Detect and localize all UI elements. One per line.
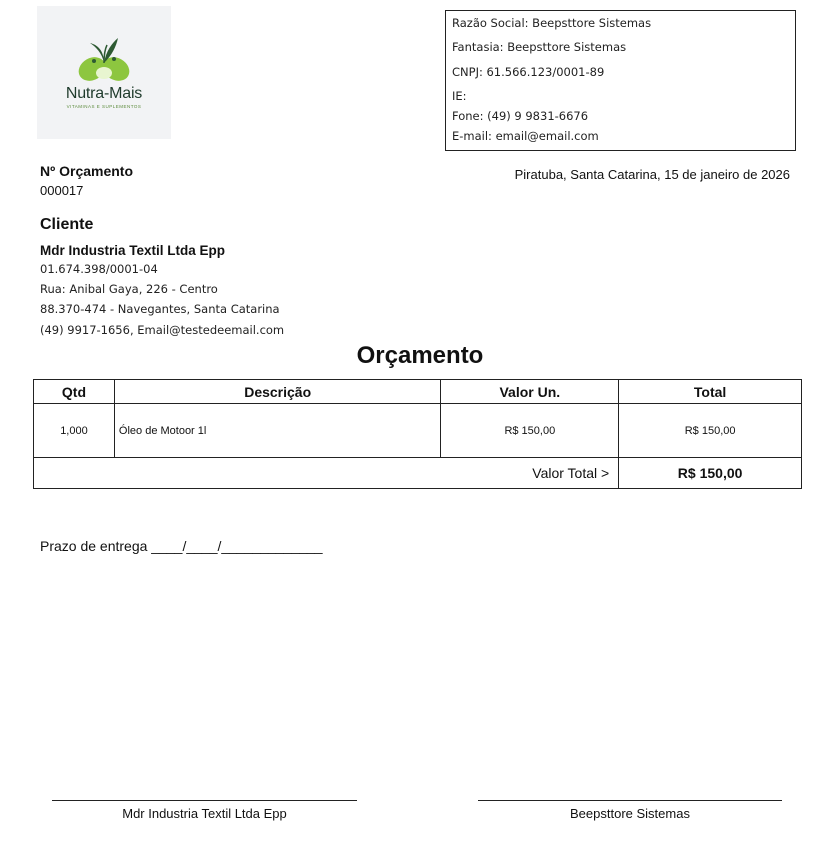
- company-info-box: [445, 10, 796, 151]
- table-row: [34, 404, 802, 458]
- cell-qtd: 1,000: [34, 404, 115, 458]
- header-total: Total: [619, 380, 802, 404]
- quote-number-label: Nº Orçamento: [40, 163, 134, 179]
- total-value: R$ 150,00: [619, 458, 802, 489]
- table-header-row: [34, 380, 802, 404]
- logo-leaves-icon: [74, 33, 134, 85]
- signature-line-company: [478, 800, 782, 801]
- client-heading: Cliente: [40, 216, 94, 233]
- client-doc: 01.674.398/0001-04: [40, 262, 158, 276]
- header-qtd: Qtd: [34, 380, 115, 404]
- cell-valor-un: R$ 150,00: [441, 404, 619, 458]
- header-descricao: Descrição: [114, 380, 441, 404]
- signature-name-client: Mdr Industria Textil Ltda Epp: [122, 806, 287, 821]
- place-date: Piratuba, Santa Catarina, 15 de janeiro de 2026: [514, 167, 790, 182]
- brand-tagline: VITAMINAS E SUPLEMENTOS: [66, 104, 142, 109]
- client-contact: (49) 9917-1656, Email@testedeemail.com: [40, 323, 285, 337]
- document-title: Orçamento: [356, 342, 484, 369]
- quote-number: 000017: [40, 183, 84, 198]
- cell-descricao: Óleo de Motoor 1l: [114, 404, 441, 458]
- cell-total: R$ 150,00: [619, 404, 802, 458]
- client-address: Rua: Anibal Gaya, 226 - Centro: [40, 282, 218, 296]
- client-name: Mdr Industria Textil Ltda Epp: [40, 243, 226, 258]
- company-razao-social: Razão Social: Beepsttore Sistemas: [452, 16, 652, 30]
- signature-name-company: Beepsttore Sistemas: [570, 806, 690, 821]
- delivery-deadline: Prazo de entrega ____/____/_____________: [40, 538, 323, 554]
- signature-line-client: [52, 800, 357, 801]
- company-ie: IE:: [452, 89, 467, 103]
- company-fantasia: Fantasia: Beepsttore Sistemas: [452, 40, 627, 54]
- total-label: Valor Total >: [34, 458, 619, 489]
- items-table: [33, 379, 802, 489]
- header-valor-un: Valor Un.: [441, 380, 619, 404]
- company-fone: Fone: (49) 9 9831-6676: [452, 109, 589, 123]
- company-cnpj: CNPJ: 61.566.123/0001-89: [452, 65, 605, 79]
- company-email: E-mail: email@email.com: [452, 129, 599, 143]
- table-total-row: [34, 458, 802, 489]
- brand-name: Nutra-Mais: [65, 85, 143, 102]
- client-city: 88.370-474 - Navegantes, Santa Catarina: [40, 302, 280, 316]
